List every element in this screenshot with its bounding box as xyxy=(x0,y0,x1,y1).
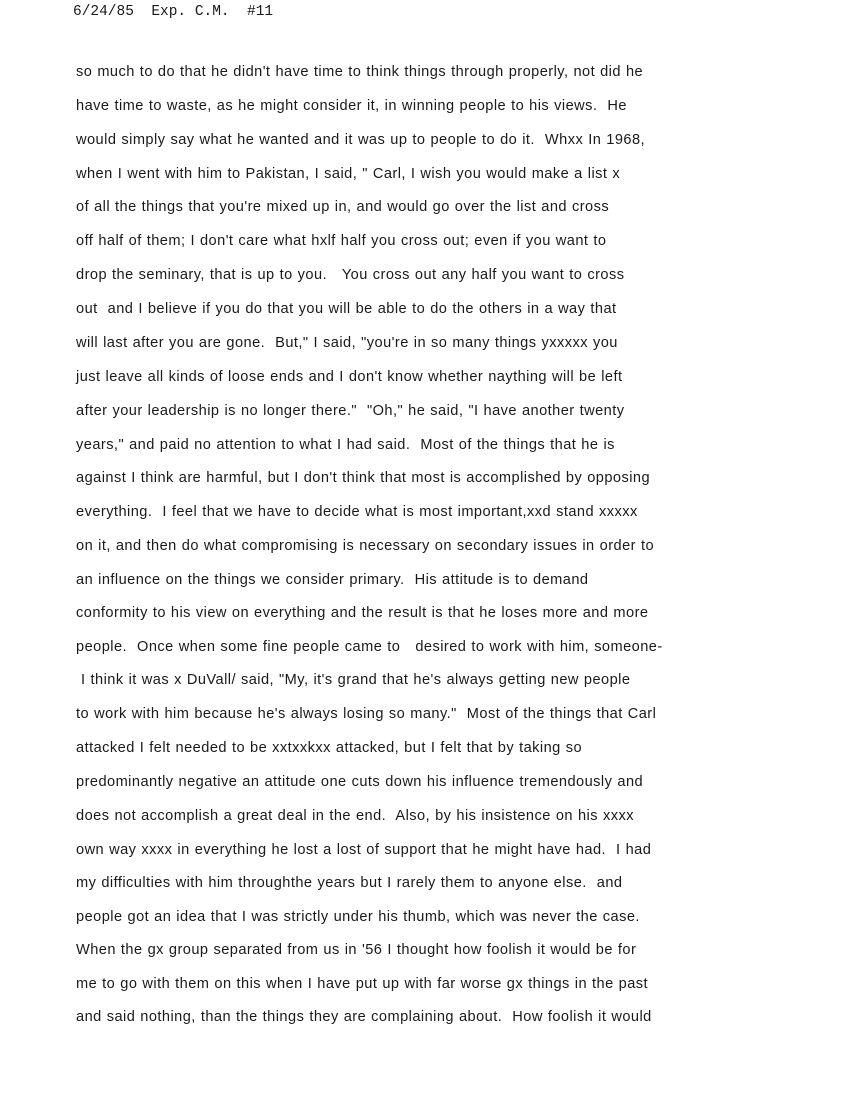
text-line: when I went with him to Pakistan, I said, " Carl, I wish you would make a list x xyxy=(76,166,621,182)
text-line: of all the things that you're mixed up in, and would go over the list and cross xyxy=(76,199,610,215)
text-line: after your leadership is no longer there." "Oh," he said, "I have another twenty xyxy=(76,403,625,419)
text-line: years," and paid no attention to what I had said. Most of the things that he is xyxy=(76,437,615,453)
text-line: have time to waste, as he might consider it, in winning people to his views. He xyxy=(76,98,627,114)
text-line: out and I believe if you do that you will be able to do the others in a way that xyxy=(76,301,617,317)
text-line: drop the seminary, that is up to you. You cross out any half you want to cross xyxy=(76,267,625,283)
text-line: just leave all kinds of loose ends and I don't know whether naything will be left xyxy=(76,369,623,385)
text-line: and said nothing, than the things they are complaining about. How foolish it would xyxy=(76,1009,652,1025)
text-line: to work with him because he's always losing so many." Most of the things that Carl xyxy=(76,706,657,722)
text-line: does not accomplish a great deal in the end. Also, by his insistence on his xxxx xyxy=(76,808,634,824)
text-line: predominantly negative an attitude one cuts down his influence tremendously and xyxy=(76,774,644,790)
text-line: attacked I felt needed to be xxtxxkxx attacked, but I felt that by taking so xyxy=(76,740,583,756)
text-line: so much to do that he didn't have time to think things through properly, not did he xyxy=(76,64,644,80)
text-line: everything. I feel that we have to decide what is most important,xxd stand xxxxx xyxy=(76,504,638,520)
text-line: off half of them; I don't care what hxlf half you cross out; even if you want to xyxy=(76,233,607,249)
text-line: people. Once when some fine people came to desired to work with him, someone- xyxy=(76,639,663,655)
page-header: 6/24/85 Exp. C.M. #11 xyxy=(73,4,274,20)
text-line: people got an idea that I was strictly under his thumb, which was never the case. xyxy=(76,909,640,925)
text-line: will last after you are gone. But," I said, "you're in so many things yxxxxx you xyxy=(76,335,618,351)
text-line: I think it was x DuVall/ said, "My, it's grand that he's always getting new people xyxy=(76,672,631,688)
text-line: conformity to his view on everything and the result is that he loses more and more xyxy=(76,605,649,621)
text-line: would simply say what he wanted and it was up to people to do it. Whxx In 1968, xyxy=(76,132,646,148)
text-line: an influence on the things we consider primary. His attitude is to demand xyxy=(76,572,589,588)
text-line: on it, and then do what compromising is necessary on secondary issues in order to xyxy=(76,538,655,554)
text-line: against I think are harmful, but I don't think that most is accomplished by opposing xyxy=(76,470,651,486)
text-line: my difficulties with him throughthe years but I rarely them to anyone else. and xyxy=(76,875,623,891)
text-line: me to go with them on this when I have put up with far worse gx things in the past xyxy=(76,976,649,992)
text-line: own way xxxx in everything he lost a lost of support that he might have had. I had xyxy=(76,842,652,858)
text-line: When the gx group separated from us in '56 I thought how foolish it would be for xyxy=(76,942,637,958)
